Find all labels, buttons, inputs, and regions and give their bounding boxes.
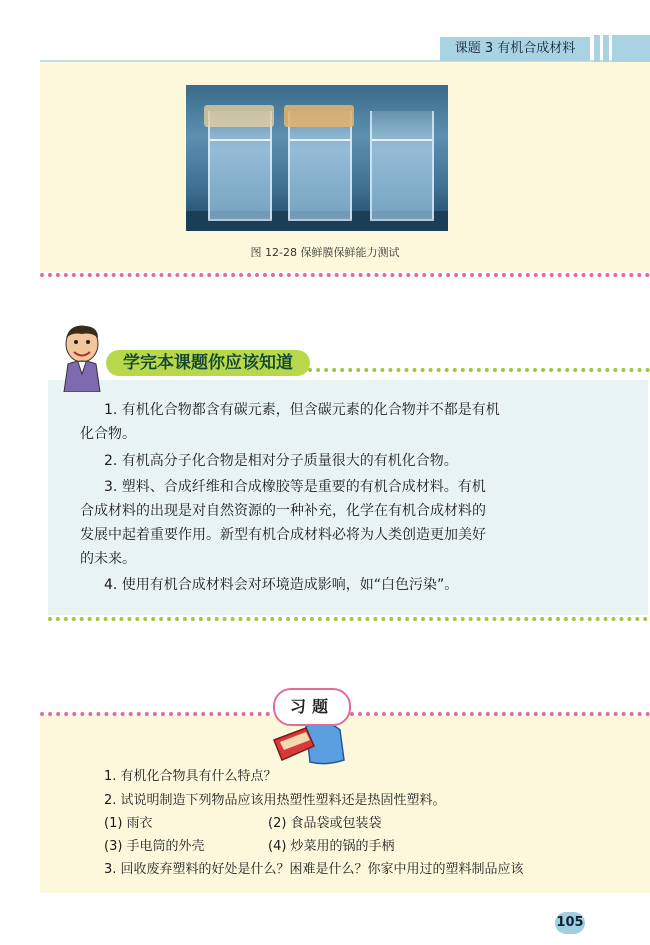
summary-point-4: 4. 使用有机合成材料会对环境造成影响，如“白色污染”。: [104, 577, 459, 593]
exercise-option: (2) 食品袋或包装袋: [268, 816, 382, 831]
exercise-option: (4) 炒菜用的锅的手柄: [268, 839, 395, 854]
exercise-question-3: 3. 回收废弃塑料的好处是什么？困难是什么？你家中用过的塑料制品应该: [104, 862, 524, 877]
glass-cup: [208, 111, 272, 221]
summary-point-1-cont: 化合物。: [80, 426, 136, 442]
header-stripe: [603, 35, 609, 63]
summary-point-3-cont: 的未来。: [80, 551, 136, 567]
glass-cup: [370, 111, 434, 221]
exercise-question-1: 1. 有机化合物具有什么特点？: [104, 769, 277, 784]
summary-point-1: 1. 有机化合物都含有碳元素，但含碳元素的化合物并不都是有机: [104, 402, 500, 418]
summary-point-3-cont: 合成材料的出现是对自然资源的一种补充，化学在有机合成材料的: [80, 503, 486, 519]
student-illustration: [52, 322, 112, 392]
summary-title: 学完本课题你应该知道: [106, 350, 310, 376]
summary-point-2: 2. 有机高分子化合物是相对分子质量很大的有机化合物。: [104, 453, 458, 469]
pink-dotted-divider: [40, 273, 650, 277]
plastic-wrap: [284, 105, 354, 127]
figure-caption: 图 12-28 保鲜膜保鲜能力测试: [250, 246, 400, 259]
header-stripe: [612, 35, 650, 63]
exercise-question-2: 2. 试说明制造下列物品应该用热塑性塑料还是热固性塑料。: [104, 793, 446, 808]
green-dotted-divider: [48, 617, 648, 621]
pink-dotted-divider: [350, 712, 650, 716]
page-number: 105: [555, 912, 585, 934]
pink-dotted-divider: [40, 712, 270, 716]
exercise-title: 习题: [273, 688, 351, 726]
exercise-option: (1) 雨衣: [104, 816, 153, 831]
chapter-header: 课题 3 有机合成材料: [440, 37, 590, 61]
glass-cup: [288, 111, 352, 221]
figure-photo: [186, 85, 448, 231]
summary-point-3-cont: 发展中起着重要作用。新型有机合成材料必将为人类创造更加美好: [80, 527, 486, 543]
green-dotted-divider: [300, 368, 650, 372]
summary-point-3: 3. 塑料、合成纤维和合成橡胶等是重要的有机合成材料。有机: [104, 479, 486, 495]
header-stripe: [594, 35, 600, 63]
exercise-option: (3) 手电筒的外壳: [104, 839, 205, 854]
plastic-wrap: [204, 105, 274, 127]
